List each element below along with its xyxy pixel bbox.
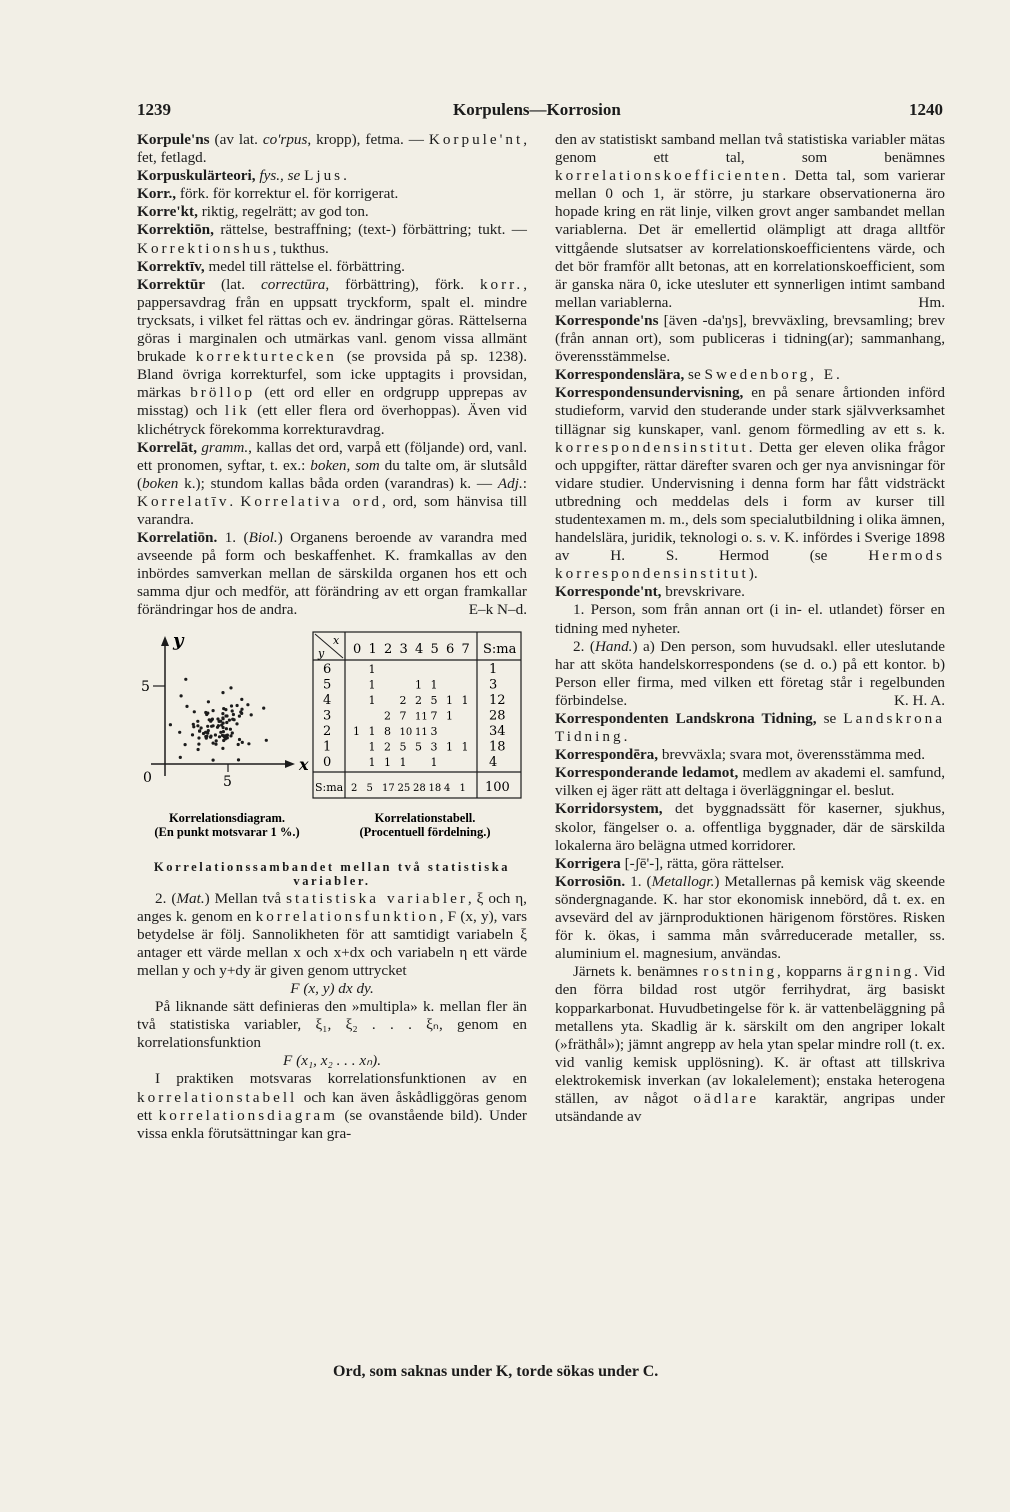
paragraph-multipla: På liknande sätt definieras den »multipla» k. mellan fler än två statistiska variabler, ξ₁, ξ₂ . . . ξₙ, genom en korrelationsfunktion xyxy=(137,998,527,1052)
scatter-point xyxy=(207,700,210,703)
table-col-sum: 17 xyxy=(382,782,395,794)
table-col-sum: 18 xyxy=(428,782,442,794)
y-tick-5: 5 xyxy=(141,678,150,695)
scatter-point xyxy=(231,717,234,720)
table-row-header: 5 xyxy=(323,677,332,693)
diagram-caption: Korrelationsdiagram. xyxy=(168,810,286,825)
scatter-point xyxy=(185,704,188,707)
scatter-point xyxy=(224,737,227,740)
scatter-point xyxy=(196,719,199,722)
scatter-point xyxy=(206,724,209,727)
table-row-sum: 18 xyxy=(489,739,506,755)
scatter-point xyxy=(210,724,213,727)
correlation-figure xyxy=(137,626,527,886)
table-row-sum: 34 xyxy=(489,723,506,739)
entry-korpulens: Korpule'ns (av lat. co'rpus, kropp), fetma. — Korpule'nt, fet, fetlagd. xyxy=(137,131,527,167)
scatter-point xyxy=(198,729,201,732)
formula-1: F (x, y) dx dy. xyxy=(290,980,374,997)
entry-korrelation: Korrelatiōn. 1. (Biol.) Organens beroende av varandra med avseende på form och beskaffenhet. K. framkallas av den inbördes samverkan mellan de särskilda organen hos ett och samma djur och medför, att förändring av ett organ framkallar förändringar hos de andra. E–k N–d. xyxy=(137,529,527,619)
scatter-point xyxy=(231,731,234,734)
scatter-point xyxy=(229,727,232,730)
table-cell: 11 xyxy=(415,726,428,738)
scatter-points xyxy=(169,677,268,761)
scatter-point xyxy=(193,710,196,713)
scatter-point xyxy=(215,739,218,742)
scatter-point xyxy=(237,742,240,745)
table-col-sum: 1 xyxy=(459,782,466,794)
scatter-point xyxy=(192,725,195,728)
table-row-header: 4 xyxy=(323,692,332,708)
scatter-point xyxy=(220,723,223,726)
table-cell: 7 xyxy=(399,709,407,723)
table-col-sum: 4 xyxy=(444,782,451,794)
scatter-point xyxy=(230,704,233,707)
signature: E–k N–d. xyxy=(468,601,527,619)
scatter-point xyxy=(224,714,227,717)
scatter-point xyxy=(228,718,231,721)
scatter-point xyxy=(225,720,228,723)
table-cell: 1 xyxy=(461,740,469,754)
scatter-point xyxy=(237,758,240,761)
table-cell: 1 xyxy=(415,678,422,692)
running-title: Korpulens—Korrosion xyxy=(453,100,621,119)
page-header xyxy=(137,100,943,124)
table-row-sum: 28 xyxy=(489,708,506,724)
y-arrow-icon xyxy=(161,636,169,646)
table-cell: 5 xyxy=(430,693,438,707)
table-row-sum: 12 xyxy=(489,692,506,708)
table-caption: Korrelationstabell. xyxy=(374,810,476,825)
correlation-diagram-and-table xyxy=(137,626,527,856)
scatter-point xyxy=(205,736,208,739)
entry-korrosion: Korrosiōn. 1. (Metallogr.) Metallernas på kemisk väg skeende söndergnagande. K. har stor ekonomisk innebörd, då t. ex. en avsevärd del av järnproduktionen härigenom förstöres. Risken för k. ökas, i samma mån svårreducerade metaller, ss. aluminium el. magnesium, användas. xyxy=(555,872,946,963)
entry-korrespondensundervisning: Korrespondensundervisning, en på senare årtionden införd studieform, varvid den studerande under stark självverksamhet tillägnar sig kunskaper, vanl. genom förmedling av ett s. k. korrespondensinstitut. Detta ger eleven olika frågor och uppgifter, rättar därefter svaren och ger nya anvisningar för vidare studier. Undervisning i denna form har fått vidsträckt utbredning och meddelas dels i form av kurser till studentexamen m. m., dels som specialutbildning i olika ämnen, handelslära, juridik, teknologi o. s. v. K. infördes i Sverige 1898 av H. S. Hermod (se Hermods korrespondensinstitut). xyxy=(555,384,945,583)
table-corner-x: x xyxy=(333,633,340,647)
paragraph-praktiken: I praktiken motsvaras korrelationsfunktionen av en korrelationstabell och kan även åskådliggöras genom ett korrelationsdiagram (se ovanstående bild). Under vissa enkla förutsättningar kan gra- xyxy=(137,1070,527,1142)
table-cell: 1 xyxy=(368,678,376,692)
left-column xyxy=(137,131,527,1143)
scatter-point xyxy=(232,712,235,715)
scatter-point xyxy=(184,677,187,680)
scatter-point xyxy=(225,727,228,730)
scatter-point xyxy=(200,726,203,729)
entry-korrespondent: Korresponde'nt, brevskrivare. xyxy=(555,583,745,601)
scatter-point xyxy=(236,703,239,706)
entry-korrektiv: Korrektīv, medel till rättelse el. förbättring. xyxy=(137,257,405,275)
table-caption-note: (Procentuell fördelning.) xyxy=(359,824,491,839)
table-col-header: 2 xyxy=(384,641,393,657)
table-cell: 5 xyxy=(399,740,407,754)
table-cell: 1 xyxy=(430,678,438,692)
scatter-point xyxy=(214,742,217,745)
scatter-point xyxy=(212,758,215,761)
scatter-point xyxy=(218,735,221,738)
scatter-point xyxy=(211,717,214,720)
x-tick-5: 5 xyxy=(223,773,232,790)
scatter-point xyxy=(235,722,238,725)
scatter-point xyxy=(214,733,217,736)
table-row-header: 1 xyxy=(323,739,332,755)
table-col-header: 7 xyxy=(461,641,470,657)
x-axis-label: x xyxy=(299,754,309,774)
scatter-point xyxy=(179,755,182,758)
entry-korrelat: Korrelāt, gramm., kallas det ord, varpå ett (följande) ord, vanl. ett pronomen, syftar, t. ex.: boken, som du talte om, är slutsåld (boken k.); stundom kallas båda orden (varandras) k. — Adj.: Korrelatīv. Korrelativa ord, ord, som hänvisa till varandra. xyxy=(137,438,527,528)
entry-landskrona: Korrespondenten Landskrona Tidning, se Landskrona Tidning. xyxy=(555,710,945,746)
scatter-point xyxy=(231,709,234,712)
scatter-point xyxy=(219,730,222,733)
table-total: 100 xyxy=(485,779,510,795)
table-cell: 7 xyxy=(430,709,438,723)
scatter-point xyxy=(229,734,232,737)
table-cell: 1 xyxy=(368,662,376,676)
scatter-point xyxy=(178,730,181,733)
entry-korrelation-2: 2. (Mat.) Mellan två statistiska variabler, ξ och η, anges k. genom en korrelationsfunktion, F (x, y), vars betydelse är följ. Sannolikheten för att samtidigt variabeln ξ antager ett värde mellan x och x+dx och variabeln η ett värde mellan y och y+dy är given genom uttrycket xyxy=(137,889,527,979)
table-row-sum: 3 xyxy=(489,677,498,693)
scatter-point xyxy=(246,703,249,706)
scatter-point xyxy=(217,724,220,727)
correlation-table xyxy=(313,632,521,798)
scatter-point xyxy=(191,733,194,736)
page-footer-note: Ord, som saknas under K, torde sökas under C. xyxy=(333,1363,659,1380)
table-cell: 2 xyxy=(399,693,407,707)
scatter-point xyxy=(229,686,232,689)
table-col-sum: 25 xyxy=(397,782,411,794)
table-cell: 1 xyxy=(446,709,453,723)
scatter-point xyxy=(197,736,200,739)
table-row-header: 2 xyxy=(323,723,332,739)
scatter-point xyxy=(206,731,209,734)
scatter-point xyxy=(247,742,250,745)
scatter-point xyxy=(219,719,222,722)
korrespondent-sense-1: 1. Person, som från annan ort (i in- el. utlandet) förser en tidning med nyheter. xyxy=(555,601,945,637)
formula-2: F (x₁, x₂ . . . xₙ). xyxy=(283,1052,381,1070)
entry-korrekt: Korre'kt, riktig, regelrätt; av god ton. xyxy=(137,203,369,221)
table-cell: 1 xyxy=(430,755,438,769)
scatter-point xyxy=(238,714,241,717)
table-cell: 2 xyxy=(384,709,391,723)
entry-korrespondera: Korrespondēra, brevväxla; svara mot, överensstämma med. xyxy=(555,746,926,764)
scatter-point xyxy=(221,712,224,715)
scatter-point xyxy=(250,713,253,716)
table-cell: 1 xyxy=(446,693,453,707)
continuation-text: den av statistiskt samband mellan två statistiska variabler mätas genom ett tal, som benämnes korrelationskoefficienten. Detta tal, som varierar mellan 0 och 1, är större, ju starkare observationerna äro hopade kring en rät linje, vilken grovt anger sambandet mellan variablerna. Det är emellertid olämpligt att draga alltför vittgående slutsatser av korrelationskoefficientens värde, och det bör framför allt betonas, att en korrelationskoefficient, som är ganska nära 0, icke utesluter ett synnerligen intimt samband mellan variablerna. Hm. xyxy=(555,131,945,311)
table-row-sum: 4 xyxy=(489,754,498,770)
table-cell: 1 xyxy=(368,724,376,738)
table-col-header: 0 xyxy=(353,641,362,657)
table-col-sum: 5 xyxy=(366,782,373,794)
entry-korresponderande-ledamot: Korresponderande ledamot, medlem av akademi el. samfund, vilken ej äger rätt att deltaga i överläggningar el. beslut. xyxy=(555,764,945,800)
table-col-sum: 28 xyxy=(413,782,426,794)
table-cell: 1 xyxy=(461,693,469,707)
table-row-sum: 1 xyxy=(489,661,498,677)
table-cell: 2 xyxy=(415,693,422,707)
scatter-point xyxy=(221,746,224,749)
scatter-point xyxy=(240,711,243,714)
entry-korpuskularteori: Korpuskulärteori, fys., se Ljus. xyxy=(137,167,347,185)
table-cell: 1 xyxy=(368,755,376,769)
table-cell: 3 xyxy=(430,740,438,754)
table-col-header: 5 xyxy=(430,641,439,657)
right-column xyxy=(555,131,945,1126)
scatter-point xyxy=(197,747,200,750)
signature-kha: K. H. A. xyxy=(893,691,945,709)
scatter-point xyxy=(196,724,199,727)
scatter-point xyxy=(169,723,172,726)
table-cell: 1 xyxy=(399,755,407,769)
table-cell: 1 xyxy=(368,693,376,707)
scatter-point xyxy=(265,738,268,741)
page-number-left: 1239 xyxy=(137,100,171,119)
table-cell: 1 xyxy=(384,755,391,769)
table-cell: 10 xyxy=(399,726,413,738)
scatter-point xyxy=(238,737,241,740)
table-col-header: 4 xyxy=(415,641,424,657)
table-cell: 1 xyxy=(368,740,376,754)
table-cell: 2 xyxy=(384,740,391,754)
table-summa-row-label: S:ma xyxy=(315,780,344,794)
entry-korrespondenslara: Korrespondenslära, se Swedenborg, E. xyxy=(555,366,843,384)
table-cell: 3 xyxy=(430,724,438,738)
table-row-header: 3 xyxy=(323,708,332,724)
table-col-header: 6 xyxy=(446,641,455,657)
scatter-point xyxy=(262,706,265,709)
scatter-point xyxy=(221,691,224,694)
table-row-header: 0 xyxy=(323,754,332,770)
scatter-point xyxy=(197,742,200,745)
figure-main-caption: Korrelationssambandet mellan två statistiska variabler. xyxy=(153,859,511,888)
table-cell: 8 xyxy=(384,724,391,738)
table-cell: 11 xyxy=(415,711,428,723)
scatter-point xyxy=(241,740,244,743)
scatter-point xyxy=(222,717,225,720)
y-axis-label: y xyxy=(173,629,184,651)
table-col-sum: 2 xyxy=(351,782,358,794)
entry-korrespondens: Korresponde'ns [även -da'ŋs], brevväxling, brevsamling; brev (från annan ort), som publiceras i tidning(ar); sammanhang, överensstämmelse. xyxy=(555,311,945,366)
scatter-point xyxy=(209,735,212,738)
x-arrow-icon xyxy=(285,760,295,768)
table-cell: 1 xyxy=(353,724,360,738)
entry-korridorsystem: Korridorsystem, det byggnadssätt för kaserner, sjukhus, skolor, fängelser o. a. offentliga byggnader, där de särskilda lokalerna äro belägna utmed korridorer. xyxy=(555,800,945,854)
entry-korrigera: Korrigera [-ʃē'-], rätta, göra rättelser. xyxy=(555,854,785,872)
table-col-header: 3 xyxy=(399,641,408,657)
scatter-point xyxy=(224,708,227,711)
signature-hm: Hm. xyxy=(918,293,945,311)
scatter-point xyxy=(240,697,243,700)
page-number-right: 1240 xyxy=(909,100,943,119)
scatter-point xyxy=(216,717,219,720)
scatter-point xyxy=(184,743,187,746)
paragraph-jarnets: Järnets k. benämnes rostning, kopparns ärgning. Vid den förra bildad rost utgör ferrihydrat, ärg basiskt kopparkarbonat. Huvudbetingelse för k. är vattenbeläggning på metallens yta. Skadlig är k. särskilt om den angriper lokalt (»fräthål»); jämnt angrepp av hela ytan spelar mindre roll (t. ex. vid vanlig kemisk upplösning). K. är oftast att tillskriva elektrokemisk inverkan (av lokalelement); enstaka heterogena ställen, av något oädlare karaktär, angripas under utsändande av xyxy=(555,963,946,1126)
entry-korrektion: Korrektiōn, rättelse, bestraffning; (text-) förbättring; tukt. — Korrektionshus, tukthus. xyxy=(137,221,527,257)
korrespondent-sense-2: 2. (Hand.) a) Den person, som huvudsakl. eller uteslutande har att sköta handelskorrespondens (se d. o.) på ett kontor. b) Person eller firma, med vilken ett företag står i regelbunden förbindelse. K. H. A. xyxy=(555,637,946,709)
scatter-point xyxy=(212,709,215,712)
x-tick-0: 0 xyxy=(143,769,152,786)
entry-korrektur: Korrektūr (lat. correctūra, förbättring), förk. korr., pappersavdrag från en uppsatt tryckform, spalt el. mindre trycksats, i vilket fel rättas och ev. ändringar göras. Rättelserna göras i marginalen och utmärkas vanl. genom vissa allmänt brukade korrekturtecken (se provsida på sp. 1238). Bland övriga korrekturfel, som icke upptagits i provsidan, märkas bröllop (ett ord eller en ordgrupp upprepas av misstag) och lik (ett eller flera ord överhoppas). Även vid klichétryck förekomma korrekturavdrag. xyxy=(137,275,527,438)
entry-korr: Korr., förk. för korrektur el. för korrigerat. xyxy=(137,185,399,203)
scatter-point xyxy=(212,741,215,744)
table-corner-y: y xyxy=(318,646,325,660)
scatter-point xyxy=(180,694,183,697)
scatter-point xyxy=(240,707,243,710)
table-cell: 1 xyxy=(446,740,453,754)
table-col-header: 1 xyxy=(368,641,377,657)
diagram-caption-note: (En punkt motsvarar 1 %.) xyxy=(154,824,300,839)
scatter-point xyxy=(206,711,209,714)
table-cell: 5 xyxy=(415,740,422,754)
table-row-header: 6 xyxy=(323,661,332,677)
table-summa-header: S:ma xyxy=(483,641,517,657)
